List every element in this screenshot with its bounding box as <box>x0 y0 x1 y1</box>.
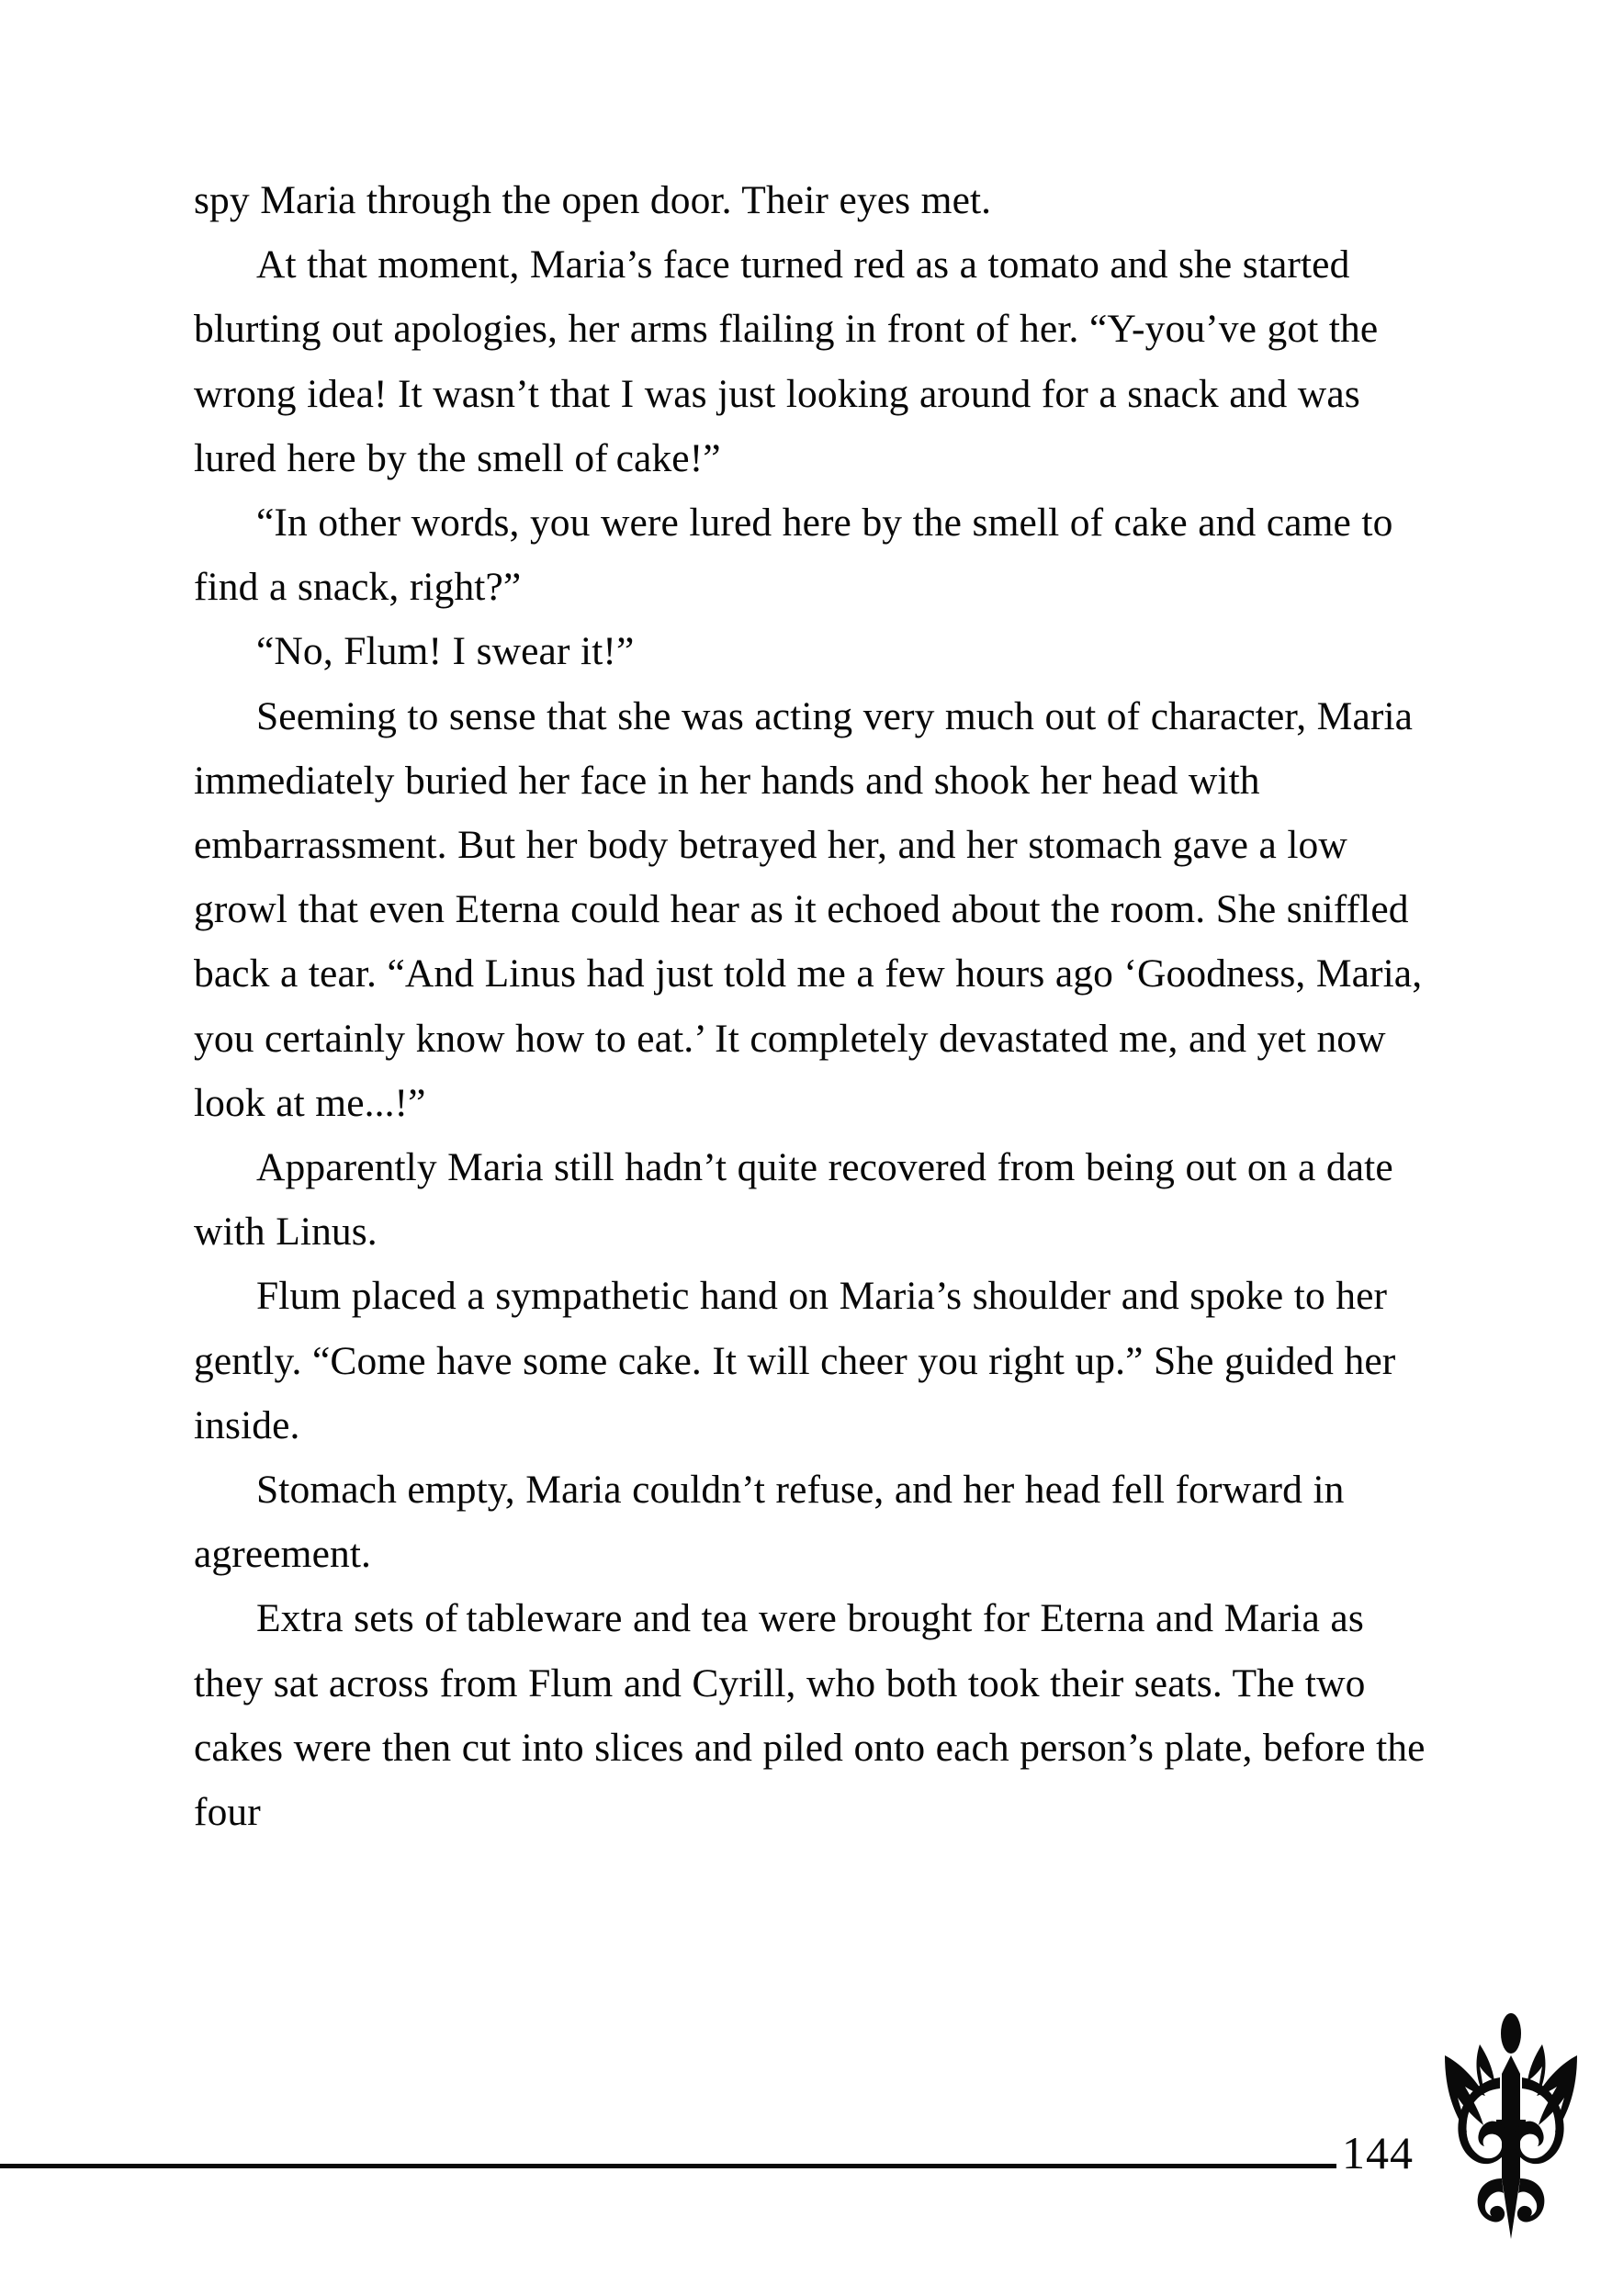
caduceus-ornament-icon <box>1437 1998 1584 2274</box>
paragraph-apparently-maria: Apparently Maria still hadn’t quite recovered from being out on a date with Linus. <box>194 1145 1393 1255</box>
page-footer <box>0 2118 1612 2237</box>
paragraph-flum-sympathetic: Flum placed a sympathetic hand on Maria’s shoulder and spoke to her gently. “Come have some cake. It will cheer you right up.” She guided her inside. <box>194 1274 1396 1447</box>
paragraph-extra-sets: Extra sets of tableware and tea were brought for Eterna and Maria as they sat across from Flum and Cyrill, who both took their seats. The two cakes were then cut into slices and piled onto each person’s plate, before the four <box>194 1596 1426 1835</box>
paragraph-seeming-to-sense: Seeming to sense that she was acting very much out of character, Maria immediately buried her face in her hands and shook her head with embarrassment. But her body betrayed her, and her stomach gave a low growl that even Eterna could hear as it echoed about the room. She sniffled back a tear. “And Linus had just told me a few hours ago ‘Goodness, Maria, you certainly know how to eat.’ It completely devastated me, and yet now look at me...!” <box>194 693 1423 1125</box>
paragraph-stomach-empty: Stomach empty, Maria couldn’t refuse, and her head fell forward in agreement. <box>194 1468 1345 1577</box>
paragraph-no-flum: “No, Flum! I swear it!” <box>256 629 635 674</box>
footer-divider-rule <box>0 2164 1336 2168</box>
page-number: 144 <box>1342 2127 1414 2178</box>
body-text-block <box>194 168 1443 1844</box>
paragraph-maria-blush: At that moment, Maria’s face turned red as a tomato and she started blurting out apologies, her arms flailing in front of her. “Y-you’ve got the wrong idea! It wasn’t that I was just looking around for a snack and was lured here by the smell of cake!” <box>194 242 1379 480</box>
paragraph-continuation: spy Maria through the open door. Their eyes met. <box>194 178 992 222</box>
paragraph-in-other-words: “In other words, you were lured here by the smell of cake and came to find a snack, right?” <box>194 501 1393 610</box>
